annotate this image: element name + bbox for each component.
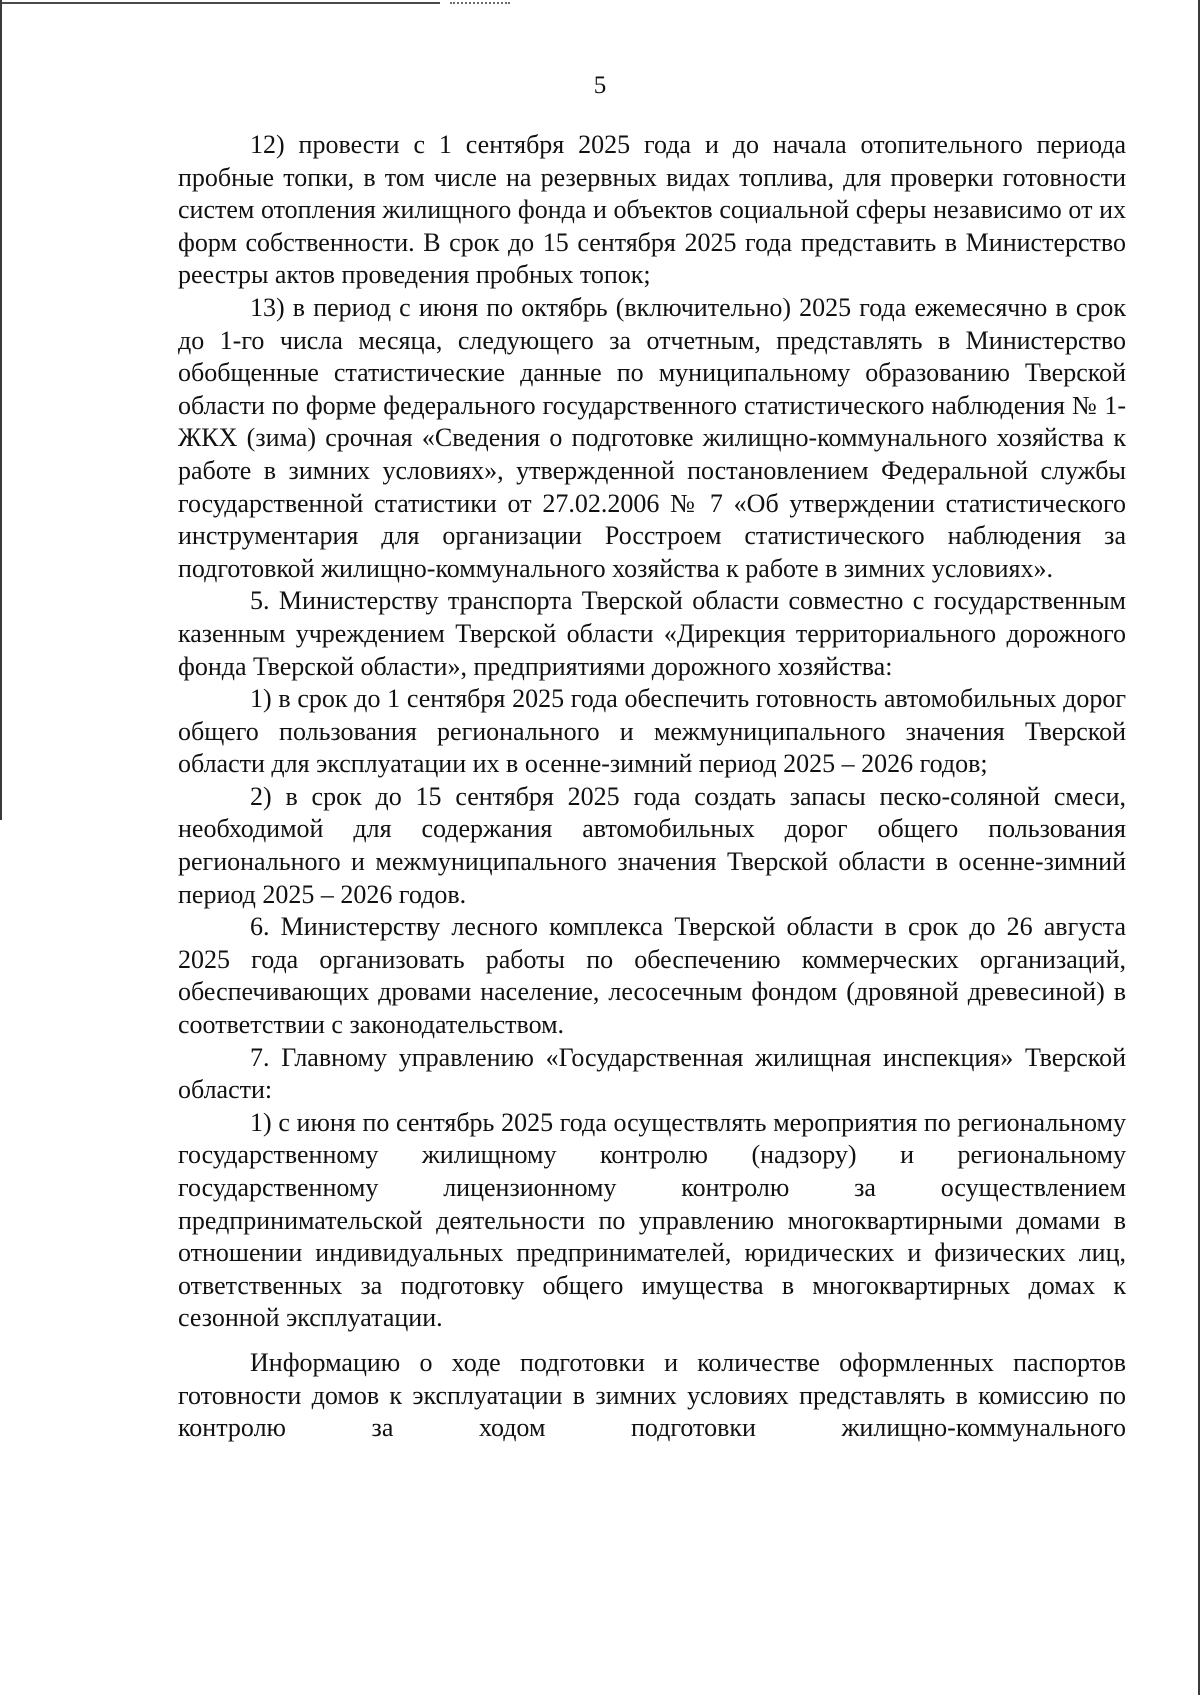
paragraph-item-13: 13) в период с июня по октябрь (включительно) 2025 года ежемесячно в срок до 1-го числа месяца, следующего за отчетным, представлять в Министерство обобщенные статистические данные по муниципальному образованию Тверской области по форме федерального государственного статистического наблюдения № 1-ЖКХ (зима) срочная «Сведения о подготовке жилищно-коммунального хозяйства к работе в зимних условиях», утвержденной постановлением Федеральной службы государственной статистики от 27.02.2006 № 7 «Об утверждении статистического инструментария для организации Росстроем статистического наблюдения за подготовкой жилищно-коммунального хозяйства к работе в зимних условиях». xyxy=(178,292,1126,583)
scan-noise-top xyxy=(450,2,510,4)
document-body xyxy=(178,129,1126,1445)
scan-edge-left xyxy=(0,0,2,820)
scan-edge-top xyxy=(0,2,440,4)
paragraph-information: Информацию о ходе подготовки и количестве оформленных паспортов готовности домов к эксплуатации в зимних условиях представлять в комиссию по контролю за ходом подготовки жилищно-коммунального xyxy=(178,1347,1126,1443)
paragraph-section-5-item-1: 1) в срок до 1 сентября 2025 года обеспечить готовность автомобильных дорог общего пользования регионального и межмуниципального значения Тверской области для эксплуатации их в осенне-зимний период 2025 – 2026 годов; xyxy=(178,684,1126,779)
paragraph-section-7: 7. Главному управлению «Государственная жилищная инспекция» Тверской области: xyxy=(178,1042,1126,1105)
paragraph-section-5: 5. Министерству транспорта Тверской области совместно с государственным казенным учреждением Тверской области «Дирекция территориального дорожного фонда Тверской области», предприятиями дорожного хозяйства: xyxy=(178,586,1126,681)
paragraph-section-6: 6. Министерству лесного комплекса Тверской области в срок до 26 августа 2025 года организовать работы по обеспечению коммерческих организаций, обеспечивающих дровами население, лесосечным фондом (дровяной древесиной) в соответствии с законодательством. xyxy=(178,912,1126,1040)
paragraph-item-12: 12) провести с 1 сентября 2025 года и до начала отопительного периода пробные топки, в том числе на резервных видах топлива, для проверки готовности систем отопления жилищного фонда и объектов социальной сферы независимо от их форм собственности. В срок до 15 сентября 2025 года представить в Министерство реестры актов проведения пробных топок; xyxy=(178,130,1126,290)
paragraph-section-7-item-1: 1) с июня по сентябрь 2025 года осуществлять мероприятия по региональному государственному жилищному контролю (надзору) и региональному государственному лицензионному контролю за осуществлением предпринимательской деятельности по управлению многоквартирными домами в отношении индивидуальных предпринимателей, юридических и физических лиц, ответственных за подготовку общего имущества в многоквартирных домах к сезонной эксплуатации. xyxy=(178,1107,1126,1333)
page-number: 5 xyxy=(593,72,607,99)
paragraph-section-5-item-2: 2) в срок до 15 сентября 2025 года создать запасы песко-соляной смеси, необходимой для содержания автомобильных дорог общего пользования регионального и межмуниципального значения Тверской области в осенне-зимний период 2025 – 2026 годов. xyxy=(178,781,1126,909)
